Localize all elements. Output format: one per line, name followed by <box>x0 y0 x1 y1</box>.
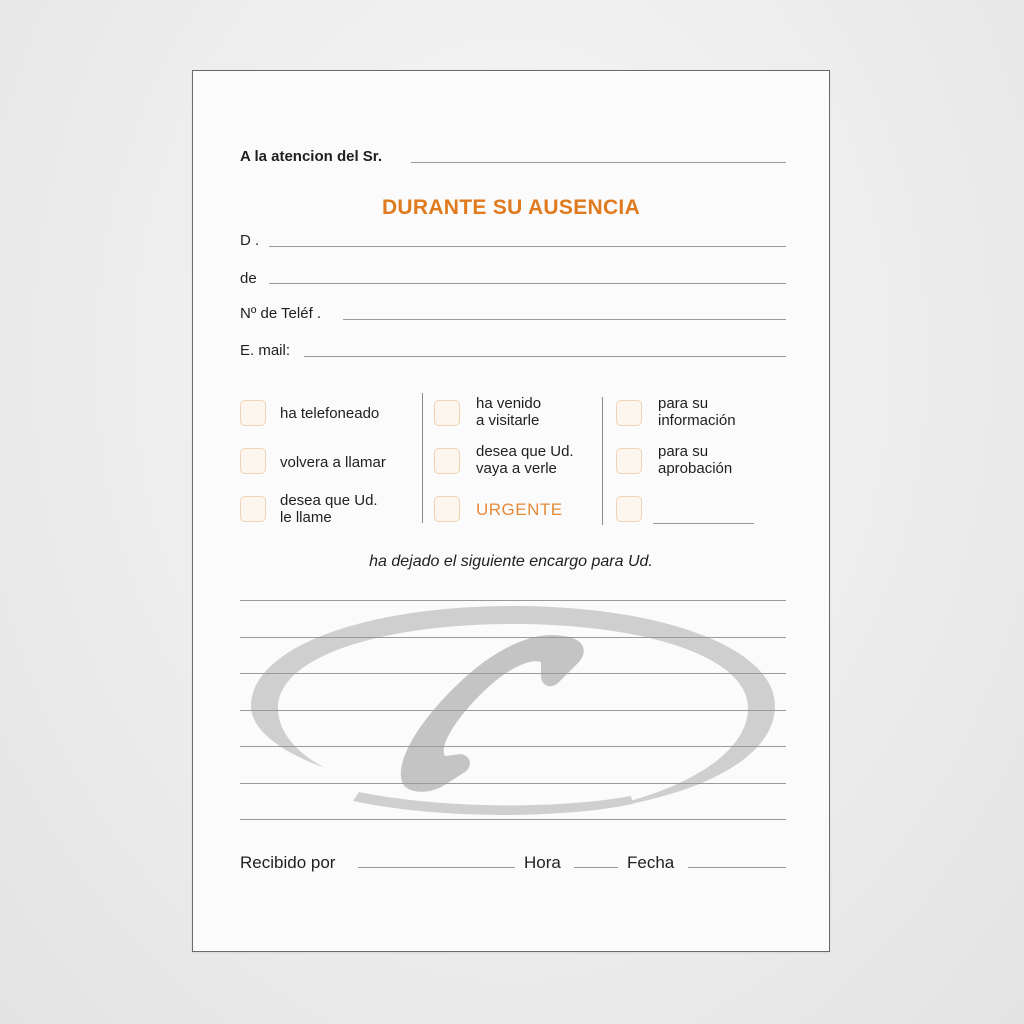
option-label: vaya a verle <box>476 460 557 477</box>
checkbox-telefoneado[interactable] <box>240 400 266 426</box>
received-by-label: Recibido por <box>240 853 336 872</box>
checkbox-ha-venido[interactable] <box>434 400 460 426</box>
d-field-line[interactable] <box>269 246 786 247</box>
attention-field-line[interactable] <box>411 162 786 163</box>
message-line[interactable] <box>240 710 786 711</box>
option-label: desea que Ud. <box>476 443 574 460</box>
time-line[interactable] <box>574 867 618 868</box>
received-by-line[interactable] <box>358 867 515 868</box>
option-label: para su <box>658 443 709 460</box>
option-label: información <box>658 412 736 429</box>
d-label: D . <box>240 232 260 249</box>
checkbox-aprobacion[interactable] <box>616 448 642 474</box>
message-line[interactable] <box>240 673 786 674</box>
form-title: DURANTE SU AUSENCIA <box>381 196 641 219</box>
checkbox-desea-llame[interactable] <box>240 496 266 522</box>
checkbox-informacion[interactable] <box>616 400 642 426</box>
urgent-label: URGENTE <box>476 500 563 519</box>
other-option-line[interactable] <box>653 523 754 524</box>
date-label: Fecha <box>627 853 675 872</box>
checkbox-other[interactable] <box>616 496 642 522</box>
option-label: desea que Ud. <box>280 492 378 509</box>
option-label: a visitarle <box>476 412 540 429</box>
column-separator <box>422 393 423 523</box>
message-form-sheet <box>192 70 830 952</box>
message-line[interactable] <box>240 746 786 747</box>
checkbox-vaya-verle[interactable] <box>434 448 460 474</box>
attention-label: A la atencion del Sr. <box>240 148 382 165</box>
message-line[interactable] <box>240 819 786 820</box>
option-label: para su <box>658 395 709 412</box>
option-label: ha telefoneado <box>280 405 380 422</box>
email-label: E. mail: <box>240 342 291 359</box>
option-label: aprobación <box>658 460 733 477</box>
message-line[interactable] <box>240 637 786 638</box>
checkbox-urgente[interactable] <box>434 496 460 522</box>
column-separator <box>602 397 603 525</box>
email-field-line[interactable] <box>304 356 786 357</box>
time-label: Hora <box>524 853 561 872</box>
option-label: volvera a llamar <box>280 454 386 471</box>
de-label: de <box>240 270 257 287</box>
phone-field-line[interactable] <box>343 319 786 320</box>
option-label: ha venido <box>476 395 542 412</box>
de-field-line[interactable] <box>269 283 786 284</box>
message-line[interactable] <box>240 600 786 601</box>
message-line[interactable] <box>240 783 786 784</box>
option-label: le llame <box>280 509 332 526</box>
message-label: ha dejado el siguiente encargo para Ud. <box>369 553 653 570</box>
date-line[interactable] <box>688 867 786 868</box>
phone-label: Nº de Teléf . <box>240 305 322 322</box>
checkbox-volvera-llamar[interactable] <box>240 448 266 474</box>
